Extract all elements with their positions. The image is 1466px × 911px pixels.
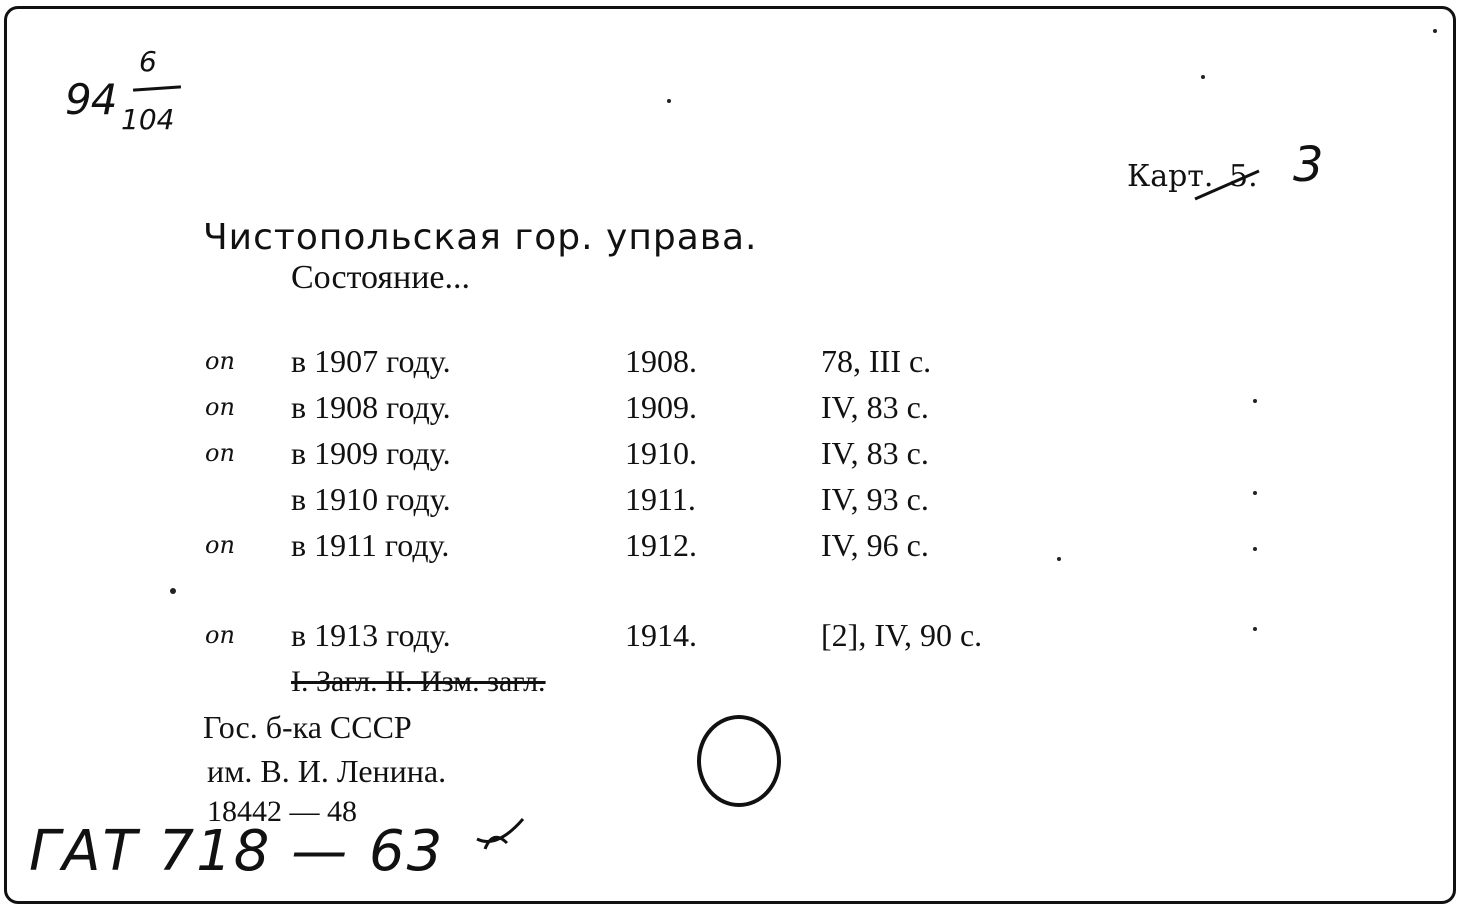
entry-mark: оп: [205, 531, 235, 559]
entry-pages: 78, III с.: [821, 343, 932, 379]
entry-row: [7, 389, 1456, 435]
library-line-1: Гос. б-ка СССР: [203, 709, 412, 745]
entry-row: [7, 617, 1456, 663]
entry-year: в 1908 году.: [291, 389, 451, 425]
card-number-crossed: 5.: [1229, 159, 1258, 194]
entry-year: в 1913 году.: [291, 617, 451, 653]
shelfmark-main: 94: [65, 75, 117, 124]
entry-pages: IV, 83 с.: [821, 389, 929, 425]
entry-row: [7, 527, 1456, 573]
entry-pages: IV, 93 с.: [821, 481, 929, 517]
card-subtitle: Состояние...: [291, 259, 470, 296]
entry-pub-year: 1911.: [625, 481, 696, 517]
entry-pages: IV, 96 с.: [821, 527, 929, 563]
entry-pub-year: 1909.: [625, 389, 697, 425]
entry-pub-year: 1912.: [625, 527, 697, 563]
struck-note: I. Загл. II. Изм. загл.: [291, 665, 546, 698]
entry-year: в 1907 году.: [291, 343, 451, 379]
shelfmark-denominator: 104: [121, 103, 175, 136]
archive-code: ГАТ 718 — 63: [29, 819, 445, 884]
catalog-card: [4, 6, 1456, 904]
entry-mark: оп: [205, 621, 235, 649]
entry-year: в 1910 году.: [291, 481, 451, 517]
entry-pub-year: 1908.: [625, 343, 697, 379]
entry-pages: IV, 83 с.: [821, 435, 929, 471]
shelfmark-numerator: 6: [139, 45, 157, 78]
entry-row: [7, 481, 1456, 527]
entry-mark: оп: [205, 347, 235, 375]
entry-mark: оп: [205, 393, 235, 421]
punch-hole-circle: [693, 713, 785, 809]
card-number-handwritten: 3: [1293, 137, 1324, 193]
library-line-3: 18442 — 48: [207, 795, 357, 828]
strike-mark-icon: [1193, 165, 1263, 203]
entry-row: [7, 435, 1456, 481]
entry-row: [7, 343, 1456, 389]
entry-pub-year: 1910.: [625, 435, 697, 471]
entry-pages: [2], IV, 90 с.: [821, 617, 983, 653]
card-title: Чистопольская гор. управа.: [203, 217, 758, 258]
card-number-text: Карт.: [1127, 159, 1214, 194]
entry-mark: оп: [205, 439, 235, 467]
library-line-2: им. В. И. Ленина.: [207, 753, 447, 789]
shelfmark-fraction-line: [133, 85, 181, 91]
entry-pub-year: 1914.: [625, 617, 697, 653]
entry-year: в 1911 году.: [291, 527, 450, 563]
entry-year: в 1909 году.: [291, 435, 451, 471]
